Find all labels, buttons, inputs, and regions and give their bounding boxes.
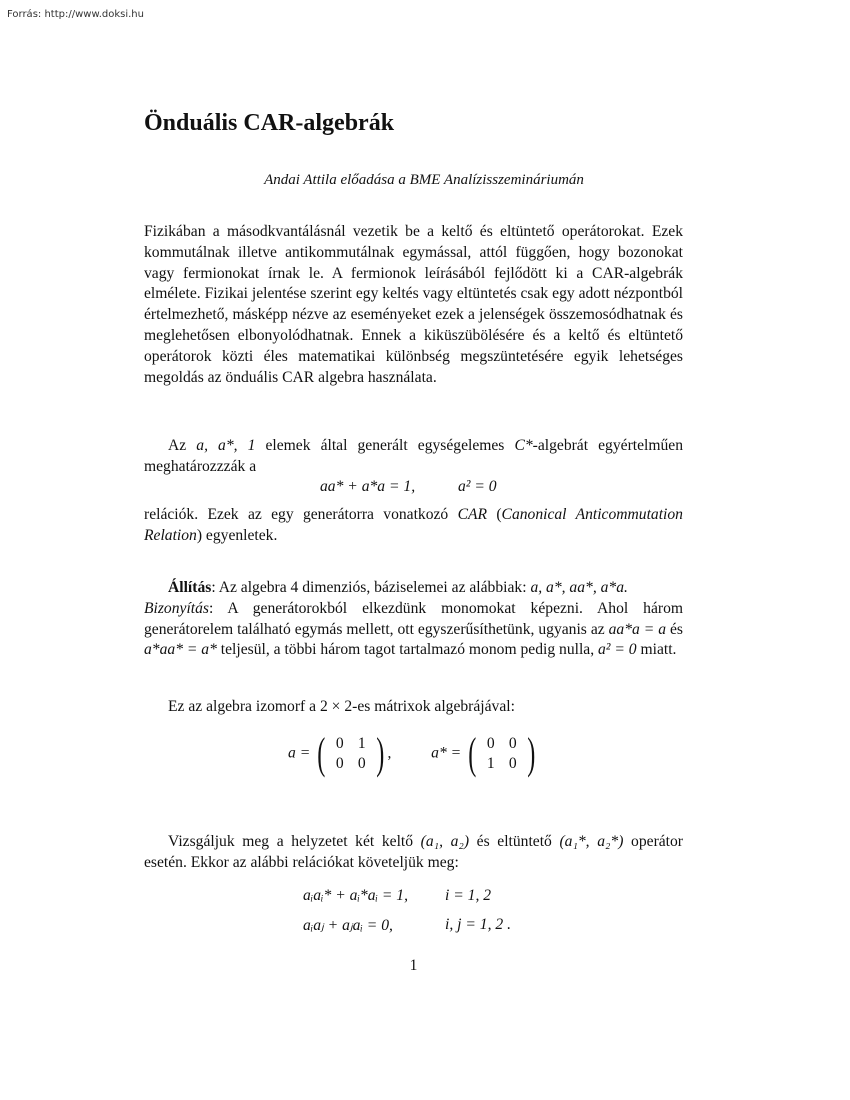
relation-1-right: i = 1, 2 bbox=[445, 887, 492, 904]
matrix-a-label: a = bbox=[288, 744, 311, 762]
source-note: Forrás: http://www.doksi.hu bbox=[7, 9, 144, 20]
relation-2-right: i, j = 1, 2 . bbox=[445, 916, 511, 933]
proof-label: Bizonyítás bbox=[144, 599, 209, 617]
paper-title: Önduális CAR-algebrák bbox=[144, 110, 395, 136]
two-operator-paragraph: Vizsgáljuk meg a helyzetet két keltő (a₁, a₂) és eltüntető (a₁*, a₂*) operátor esetén. Ekkor az alábbi relációkat követeljük meg: bbox=[144, 833, 684, 871]
relation-2-left: aᵢaⱼ + aⱼaᵢ = 0, bbox=[303, 917, 393, 934]
equation-car-right: a² = 0 bbox=[458, 478, 497, 495]
isomorphism-paragraph: Ez az algebra izomorf a 2 × 2-es mátrixok algebrájával: bbox=[168, 698, 515, 715]
math-generators: a, a*, 1 bbox=[196, 437, 256, 454]
page-number: 1 bbox=[409, 957, 418, 974]
claim-label: Állítás bbox=[168, 579, 212, 596]
math-cstar: C* bbox=[514, 437, 533, 454]
matrix-a: ( 0 1 0 0 ) bbox=[317, 729, 385, 778]
matrix-equation: a = ( 0 1 0 0 ) , a* = ( 0 0 1 0 ) bbox=[288, 732, 538, 776]
intro-paragraph: Fizikában a másodkvantálásnál vezetik be a keltő és eltüntető operátorokat. Ezek kommutálnak illetve antikommutálnak egymással, attól függően, hogy bozonokat vagy fermionokat írnak le. A fermionok leírásából fejlődött ki a CAR-algebrák elmélete. Fizikai jelentése szerint egy keltés vagy eltüntetés csak egy adott nézpontból értelmezhető, másképp nézve az eseményeket ezek a jelenségek összemosódhatnak és meglehetősen elbonyolódhatnak. Ennek a kiküszübölésére és a keltő és eltüntető operátorok közti éles matematikai különbség megszüntetésére egyik lehetséges megoldás az önduális CAR algebra használata. bbox=[144, 223, 683, 386]
claim-paragraph: Állítás: Az algebra 4 dimenziós, báziselemei az alábbiak: a, a*, aa*, a*a. Bizonyítás: A generátorokból elkezdünk monomokat képezni. Ahol három generátorelem található egymás mellett, ott egyszerűsíthetünk, ugyanis az aa*a = a és a*aa* = a* teljesül, a többi három tagot tartalmazó monom pedig nulla, a² = 0 miatt. bbox=[144, 579, 683, 659]
generator-paragraph: Az a, a*, 1 elemek által generált egységelemes C*-algebrát egyértelműen meghatározzzák a bbox=[144, 437, 683, 475]
matrix-astar-label: a* = bbox=[431, 744, 462, 762]
author-line: Andai Attila előadása a BME Analízisszemináriumán bbox=[264, 172, 584, 188]
car-paragraph: relációk. Ezek az egy generátorra vonatkozó CAR (Canonical Anticommutation Relation) egyenletek. bbox=[144, 506, 683, 544]
matrix-astar: ( 0 0 1 0 ) bbox=[468, 729, 536, 778]
equation-car-left: aa* + a*a = 1, bbox=[320, 478, 416, 495]
relation-1-left: aᵢaᵢ* + aᵢ*aᵢ = 1, bbox=[303, 887, 408, 904]
